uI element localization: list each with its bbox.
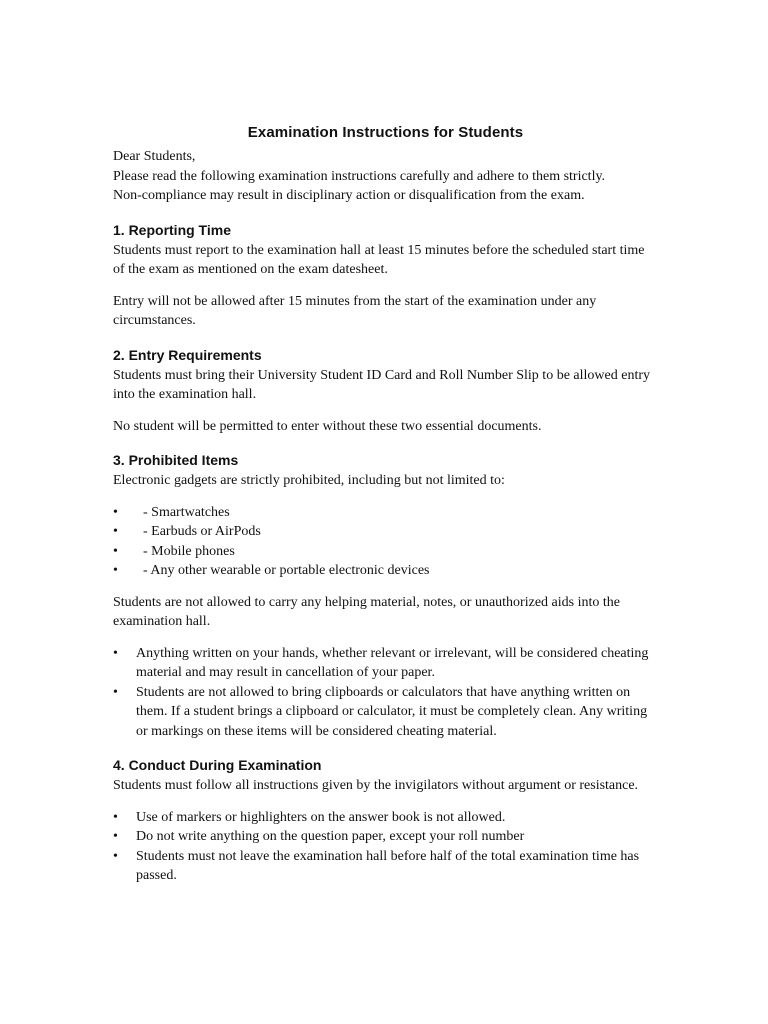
list-item-text: - Mobile phones xyxy=(143,543,235,559)
list-item xyxy=(113,847,658,886)
reporting-time-paragraph-2: Entry will not be allowed after 15 minutes from the start of the examination under any circumstances. xyxy=(113,293,597,328)
intro-line-1: Please read the following examination instructions carefully and adhere to them strictly. xyxy=(113,168,606,184)
document-content xyxy=(113,124,658,886)
list-item-text: Anything written on your hands, whether relevant or irrelevant, will be considered cheating material and may result in cancellation of your paper. xyxy=(136,645,649,680)
prohibited-items-paragraph-1: Electronic gadgets are strictly prohibited, including but not limited to: xyxy=(113,473,505,488)
intro-line-2: Non-compliance may result in disciplinary action or disqualification from the exam. xyxy=(113,188,585,203)
section-heading-reporting-time: 1. Reporting Time xyxy=(113,221,231,238)
greeting: Dear Students, xyxy=(113,149,196,164)
bullet-icon: • xyxy=(113,684,118,700)
bullet-icon: • xyxy=(113,848,118,864)
bullet-icon: • xyxy=(113,809,118,825)
list-item xyxy=(113,827,658,847)
list-item xyxy=(113,561,658,581)
section-heading-conduct: 4. Conduct During Examination xyxy=(113,757,322,773)
bullet-icon: • xyxy=(113,543,118,559)
list-item-text: Students must not leave the examination hall before half of the total examination time has passed. xyxy=(136,848,640,883)
list-item xyxy=(113,522,658,542)
bullet-icon: • xyxy=(113,524,118,539)
entry-requirements-paragraph-2: No student will be permitted to enter without these two essential documents. xyxy=(113,418,542,434)
entry-requirements-paragraph-1: Students must bring their University Student ID Card and Roll Number Slip to be allowed entry into the examination hall. xyxy=(113,367,650,402)
list-item xyxy=(113,808,658,828)
section-heading-entry-requirements: 2. Entry Requirements xyxy=(113,346,262,363)
list-item-text: - Any other wearable or portable electronic devices xyxy=(143,563,430,578)
cheating-rules-list xyxy=(113,644,658,742)
list-item-text: Use of markers or highlighters on the answer book is not allowed. xyxy=(136,809,506,825)
list-item-text: - Earbuds or AirPods xyxy=(143,524,261,539)
conduct-rules-list xyxy=(113,808,658,886)
prohibited-items-paragraph-2: Students are not allowed to carry any helping material, notes, or unauthorized aids into the examination hall. xyxy=(113,594,620,629)
list-item-text: - Smartwatches xyxy=(143,504,230,520)
list-item xyxy=(113,503,658,523)
list-item xyxy=(113,683,658,742)
bullet-icon: • xyxy=(113,645,118,661)
document-title: Examination Instructions for Students xyxy=(247,124,524,141)
bullet-icon: • xyxy=(113,504,118,520)
list-item xyxy=(113,644,658,683)
conduct-paragraph-1: Students must follow all instructions given by the invigilators without argument or resistance. xyxy=(113,778,639,793)
list-item xyxy=(113,542,658,562)
reporting-time-paragraph-1: Students must report to the examination hall at least 15 minutes before the scheduled start time of the exam as mentioned on the exam datesheet. xyxy=(113,242,645,277)
bullet-icon: • xyxy=(113,563,118,578)
section-heading-prohibited-items: 3. Prohibited Items xyxy=(113,452,239,468)
gadget-list xyxy=(113,503,658,581)
bullet-icon: • xyxy=(113,829,118,844)
list-item-text: Students are not allowed to bring clipboards or calculators that have anything written on them. If a student brings a clipboard or calculator, it must be completely clean. Any writing or markings on these items will be considered cheating material. xyxy=(136,684,648,739)
list-item-text: Do not write anything on the question paper, except your roll number xyxy=(136,829,525,844)
